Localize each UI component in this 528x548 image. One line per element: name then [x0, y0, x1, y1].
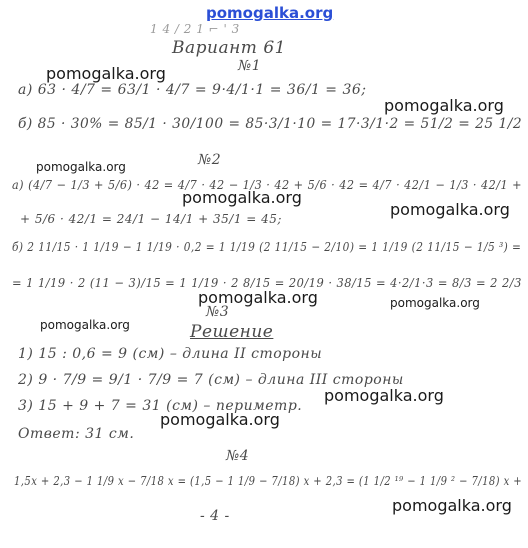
watermark: pomogalka.org: [384, 96, 504, 115]
task1-part-b: б) 85 · 30% = 85/1 · 30/100 = 85·3/1·10 = 17·3/1·2 = 51/2 = 25 1/2: [18, 116, 523, 132]
task2-part-b-line2: = 1 1/19 · 2 (11 − 3)/15 = 1 1/19 · 2 8/15 = 20/19 · 38/15 = 4·2/1·3 = 8/3 = 2 2/3: [12, 276, 522, 290]
watermark: pomogalka.org: [390, 296, 480, 310]
watermark: pomogalka.org: [390, 200, 510, 219]
task2-part-b-line1: б) 2 11/15 · 1 1/19 − 1 1/19 · 0,2 = 1 1/19 (2 11/15 − 2/10) = 1 1/19 (2 11/15 − 1/5 ³) =: [12, 240, 522, 254]
header-scribble: 1 4 / 2 1 ⌐ ' 3: [150, 22, 240, 36]
watermark: pomogalka.org: [40, 318, 130, 332]
task1-number: №1: [238, 58, 262, 74]
task1-part-a: а) 63 · 4/7 = 63/1 · 4/7 = 9·4/1·1 = 36/1 = 36;: [18, 82, 367, 98]
watermark: pomogalka.org: [46, 64, 166, 83]
task4-line1: 1,5x + 2,3 − 1 1/9 x − 7/18 x = (1,5 − 1 1/9 − 7/18) x + 2,3 = (1 1/2 ¹⁹ − 1 1/9 ² − 7/18) x +: [14, 474, 523, 488]
task2-part-a-line1: а) (4/7 − 1/3 + 5/6) · 42 = 4/7 · 42 − 1/3 · 42 + 5/6 · 42 = 4/7 · 42/1 − 1/3 · 42/1 +: [12, 178, 523, 192]
task4-number: №4: [226, 448, 250, 464]
watermark-top: pomogalka.org: [206, 4, 334, 22]
watermark: pomogalka.org: [198, 288, 318, 307]
task3-number: №3: [206, 304, 230, 320]
watermark: pomogalka.org: [324, 386, 444, 405]
watermark: pomogalka.org: [392, 496, 512, 515]
task2-part-a-line2: + 5/6 · 42/1 = 24/1 − 14/1 + 35/1 = 45;: [20, 212, 282, 226]
page-number: - 4 -: [200, 508, 230, 524]
task3-step1: 1) 15 : 0,6 = 9 (см) – длина II стороны: [18, 346, 323, 362]
task3-step3: 3) 15 + 9 + 7 = 31 (см) – периметр.: [18, 398, 303, 414]
task3-answer: Ответ: 31 см.: [18, 426, 135, 442]
watermark: pomogalka.org: [182, 188, 302, 207]
task2-number: №2: [198, 152, 222, 168]
variant-title: Вариант 61: [172, 38, 286, 58]
watermark: pomogalka.org: [36, 160, 126, 174]
solution-title: Решение: [190, 322, 274, 342]
watermark: pomogalka.org: [160, 410, 280, 429]
task3-step2: 2) 9 · 7/9 = 9/1 · 7/9 = 7 (см) – длина III стороны: [18, 372, 404, 388]
